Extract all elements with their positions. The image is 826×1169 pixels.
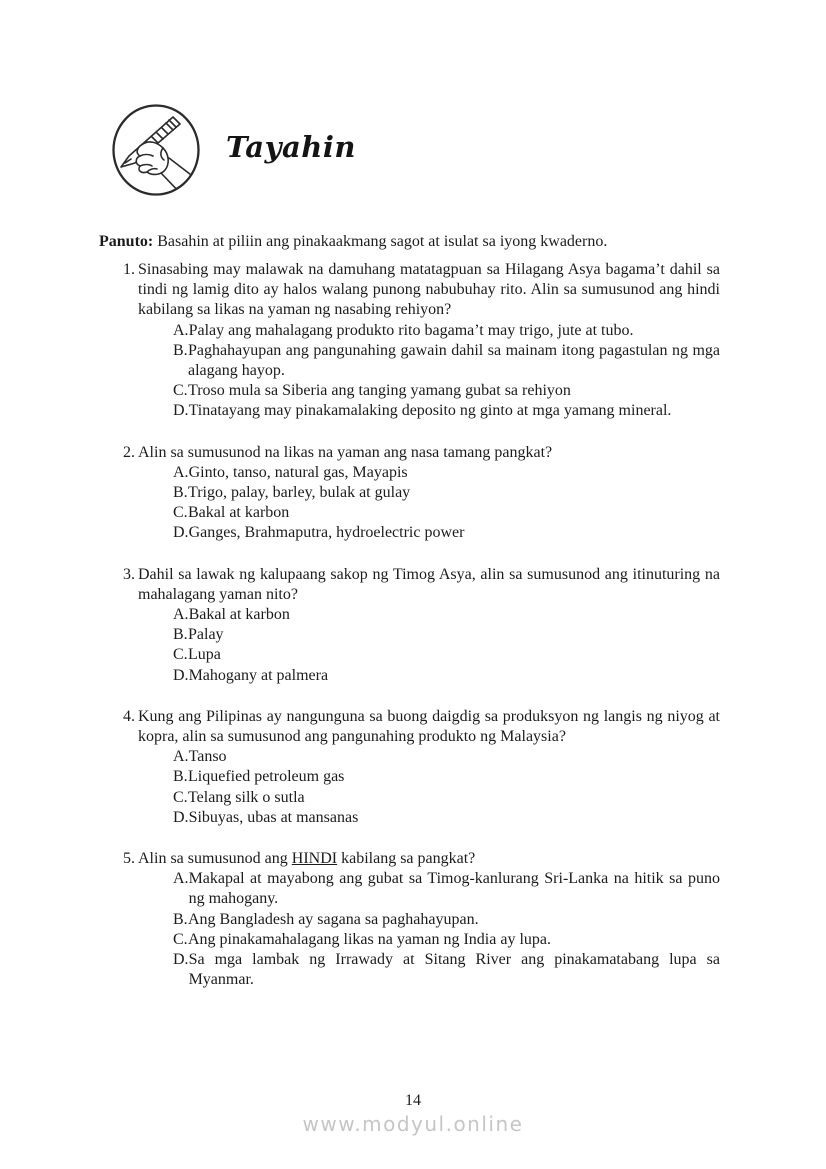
option-text: Troso mula sa Siberia ang tanging yamang gubat sa rehiyon: [188, 382, 571, 400]
option-row: [173, 767, 720, 787]
option-text: Bakal at karbon: [188, 504, 290, 522]
option-letter: A.: [173, 748, 189, 766]
question-text: Alin sa sumusunod ang HINDI kabilang sa pangkat?: [138, 850, 476, 868]
question-text: Dahil sa lawak ng kalupaang sakop ng Timog Asya, alin sa sumusunod ang itinuturing na mahalagang yaman nito?: [138, 565, 720, 603]
option-row: [173, 523, 720, 543]
option-row: [173, 463, 720, 483]
option-row: [173, 401, 720, 421]
page-title: Tayahin: [226, 130, 356, 164]
options-list: [123, 321, 720, 422]
option-letter: C.: [173, 788, 188, 806]
option-text: Mahogany at palmera: [188, 666, 329, 684]
option-text: Lupa: [188, 646, 221, 664]
question-1: [123, 260, 720, 422]
option-row: [173, 930, 720, 950]
option-text: Liquefied petroleum gas: [188, 768, 345, 786]
option-row: [173, 645, 720, 665]
underlined-word: HINDI: [291, 850, 338, 868]
option-letter: B.: [173, 768, 188, 786]
option-text: Ganges, Brahmaputra, hydroelectric power: [188, 524, 465, 542]
option-text: Paghahayupan ang pangunahing gawain dahil sa mainam itong pagastulan ng mga alagang hayop.: [188, 341, 720, 380]
instruction-text: Basahin at piliin ang pinakaakmang sagot at isulat sa iyong kwaderno.: [157, 233, 608, 250]
option-letter: D.: [173, 808, 189, 826]
option-row: [173, 381, 720, 401]
option-letter: A.: [173, 870, 189, 888]
question-4: [123, 707, 720, 828]
question-2: [123, 443, 720, 544]
instruction-label: Panuto:: [99, 233, 154, 250]
option-row: [173, 503, 720, 523]
option-letter: B.: [173, 626, 188, 644]
option-letter: C.: [173, 646, 188, 664]
option-letter: D.: [173, 524, 189, 542]
option-text: Ang Bangladesh ay sagana sa paghahayupan.: [188, 910, 479, 928]
options-list: [123, 747, 720, 828]
question-3: [123, 565, 720, 686]
question-number: 1.: [123, 261, 135, 278]
option-text: Ginto, tanso, natural gas, Mayapis: [188, 463, 408, 481]
option-text: Makapal at mayabong ang gubat sa Timog-kanlurang Sri-Lanka na hitik sa puno ng mahogany.: [188, 870, 720, 908]
option-letter: B.: [173, 341, 188, 359]
option-row: [173, 950, 720, 990]
option-letter: C.: [173, 504, 188, 522]
option-row: [173, 747, 720, 767]
option-row: [173, 321, 720, 341]
option-letter: A.: [173, 606, 189, 624]
question-number: 5.: [123, 850, 135, 868]
option-row: [173, 483, 720, 503]
option-row: [173, 625, 720, 645]
question-number: 2.: [123, 443, 135, 461]
option-text: Sa mga lambak ng Irrawady at Sitang River ang pinakamatabang lupa sa Myanmar.: [188, 951, 720, 989]
option-letter: D.: [173, 402, 189, 420]
option-row: [173, 869, 720, 909]
option-text: Palay: [188, 626, 224, 644]
option-text: Ang pinakamahalagang likas na yaman ng India ay lupa.: [188, 930, 551, 948]
watermark: www.modyul.online: [302, 1112, 524, 1136]
option-letter: C.: [173, 930, 188, 948]
option-row: [173, 788, 720, 808]
option-row: [173, 605, 720, 625]
question-number: 3.: [123, 565, 135, 583]
question-list: [123, 260, 720, 1012]
option-letter: B.: [173, 484, 188, 502]
option-row: [173, 808, 720, 828]
instruction-line: [99, 232, 731, 252]
option-letter: D.: [173, 666, 189, 684]
question-text: Kung ang Pilipinas ay nangunguna sa buong daigdig sa produksyon ng langis ng niyog at kopra, alin sa sumusunod ang pangunahing produkto ng Malaysia?: [138, 707, 720, 746]
options-list: [123, 605, 720, 686]
option-text: Sibuyas, ubas at mansanas: [188, 808, 359, 826]
option-text: Trigo, palay, barley, bulak at gulay: [188, 484, 411, 502]
option-letter: B.: [173, 910, 188, 928]
option-row: [173, 910, 720, 930]
option-text: Tinatayang may pinakamalaking deposito ng ginto at mga yamang mineral.: [188, 402, 672, 420]
page-number: 14: [405, 1092, 421, 1109]
writing-hand-pencil-icon: [111, 102, 201, 198]
options-list: [123, 869, 720, 990]
question-number: 4.: [123, 707, 135, 725]
option-text: Bakal at karbon: [188, 606, 290, 624]
option-text: Tanso: [188, 748, 227, 766]
options-list: [123, 463, 720, 544]
option-letter: D.: [173, 951, 189, 969]
question-text: Alin sa sumusunod na likas na yaman ang nasa tamang pangkat?: [138, 443, 553, 461]
option-letter: C.: [173, 382, 188, 400]
question-5: [123, 849, 720, 990]
option-text: Telang silk o sutla: [188, 788, 305, 806]
option-letter: A.: [173, 321, 189, 339]
option-text: Palay ang mahalagang produkto rito bagama’t may trigo, jute at tubo.: [188, 321, 634, 339]
question-text: Sinasabing may malawak na damuhang matatagpuan sa Hilagang Asya bagama’t dahil sa tindi ng lamig dito ay halos walang punong nabubuhay rito. Alin sa sumusunod ang hindi kabilang sa likas na yaman ng nasabing rehiyon?: [138, 261, 720, 319]
option-letter: A.: [173, 463, 189, 481]
option-row: [173, 666, 720, 686]
option-row: [173, 341, 720, 381]
